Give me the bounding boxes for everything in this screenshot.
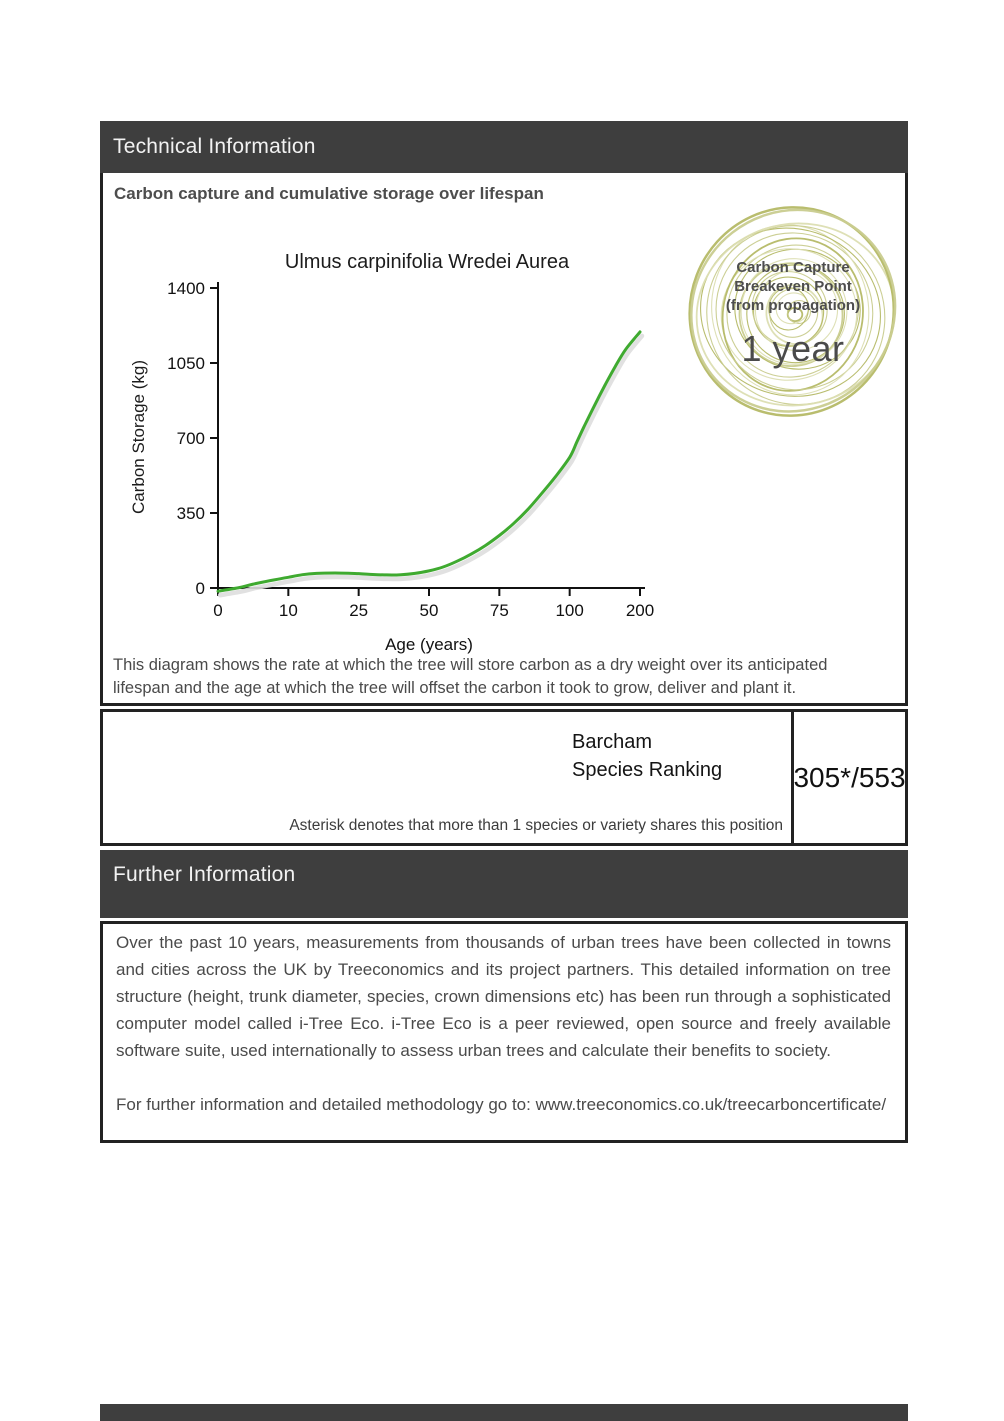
chart-section-heading: Carbon capture and cumulative storage over lifespan [114,184,544,203]
svg-text:1050: 1050 [167,354,205,373]
ranking-value: 305*/553 [793,761,906,793]
ranking-label-line-1: Barcham [572,731,653,753]
carbon-storage-line-chart [103,268,703,698]
technical-information-title: Technical Information [113,135,316,158]
badge-line-3: (from propagation) [725,297,861,314]
further-information-header-bar [100,850,908,918]
svg-text:1400: 1400 [167,279,205,298]
svg-text:25: 25 [349,601,369,620]
svg-text:0: 0 [195,579,205,598]
svg-text:200: 200 [625,601,655,620]
next-section-header-bar-cropped [100,1404,908,1421]
chart-y-axis-label: Carbon Storage (kg) [129,359,148,515]
carbon-storage-curve [218,332,640,591]
technical-information-header-bar [100,121,908,173]
svg-text:350: 350 [176,504,205,523]
svg-text:75: 75 [489,601,509,620]
species-ranking-label [572,728,722,784]
svg-text:10: 10 [278,601,298,620]
chart-x-axis-label: Age (years) [385,635,473,654]
further-information-box [100,921,908,1143]
svg-text:50: 50 [419,601,439,620]
chart-title: Ulmus carpinifolia Wredei Aurea [284,251,570,273]
curve-shadow [220,336,642,595]
further-information-link-line: For further information and detailed methodology go to: www.treeconomics.co.uk/treecarboncertificate/ [116,1095,887,1114]
svg-text:100: 100 [555,601,584,620]
badge-line-2: Breakeven Point [734,278,852,295]
badge-line-1: Carbon Capture [736,259,850,276]
further-information-paragraph: Over the past 10 years, measurements from thousands of urban trees have been collected in towns and cities across the UK by Treeconomics and its project partners. This detailed information on tree structure (height, trunk diameter, species, crown dimensions etc) has been run through a sophisticated computer model called i-Tree Eco. i-Tree Eco is a peer reviewed, open source and freely available software suite, used internationally to assess urban trees and calculate their benefits to society. [116,933,891,1060]
breakeven-badge-text [693,258,893,370]
ranking-label-line-2: Species Ranking [572,759,723,781]
svg-text:700: 700 [176,429,205,448]
breakeven-value: 1 year [741,328,845,369]
further-information-title: Further Information [113,863,296,886]
svg-text:0: 0 [213,601,223,620]
species-ranking-box [100,709,908,846]
diagram-caption: This diagram shows the rate at which the tree will store carbon as a dry weight over its anticipated lifespan and the age at which the tree will offset the carbon it took to grow, deliver and plant it. [113,656,828,697]
ranking-footnote: Asterisk denotes that more than 1 species or variety shares this position [289,817,783,834]
